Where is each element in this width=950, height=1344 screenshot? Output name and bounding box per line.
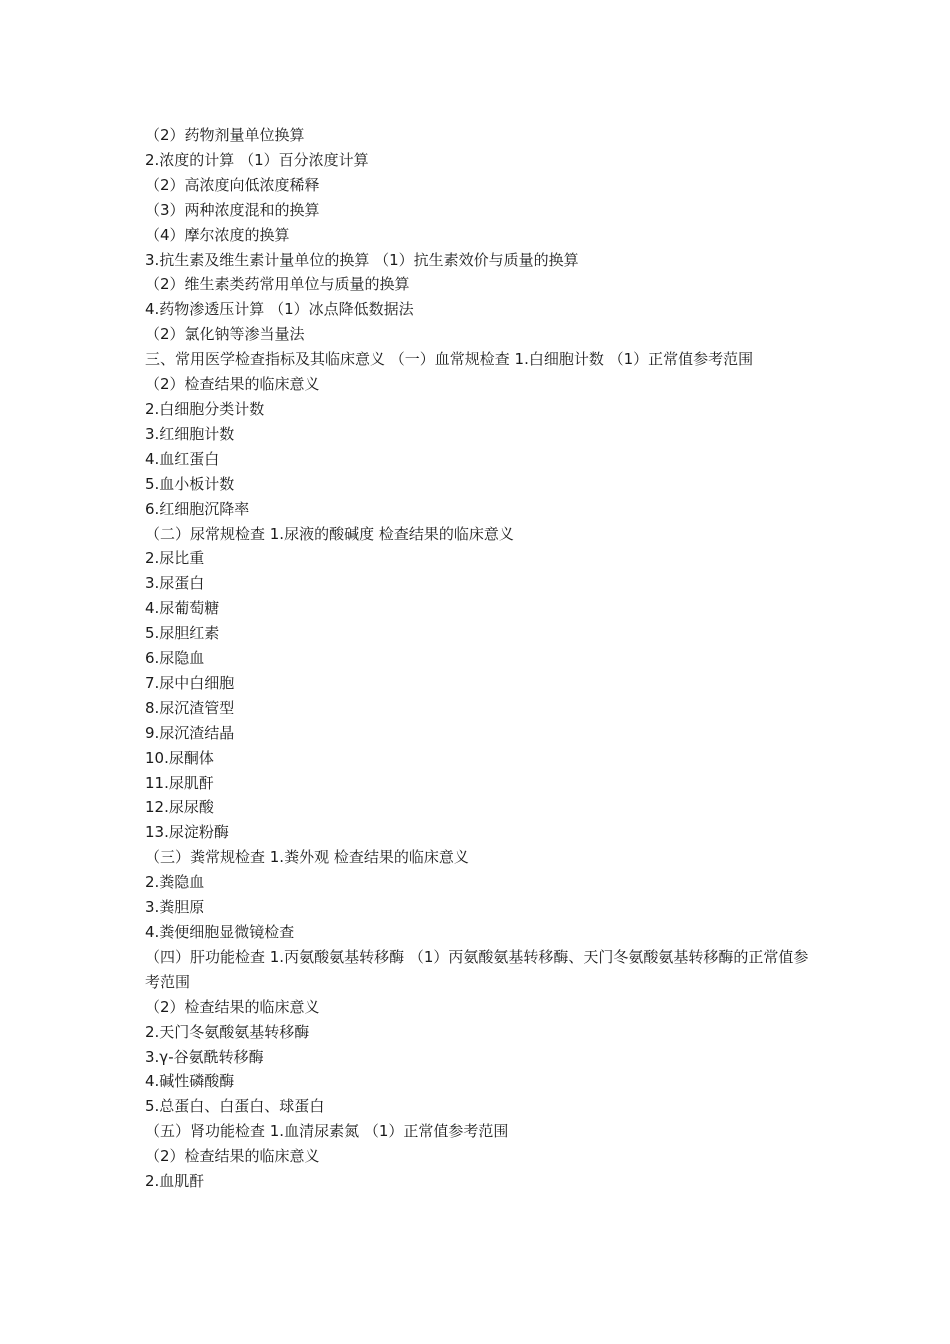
text-line: 13.尿淀粉酶 (145, 823, 229, 842)
text-line: 3.γ-谷氨酰转移酶 (145, 1047, 264, 1066)
subsection-line: （四）肝功能检查 1.丙氨酸氨基转移酶 （1）丙氨酸氨基转移酶、天门冬氨酸氨基转移酶的正常值参考范围 (145, 947, 809, 991)
text-line: 2.浓度的计算 （1）百分浓度计算 (145, 150, 369, 169)
subsection-line: （二）尿常规检查 1.尿液的酸碱度 检查结果的临床意义 (145, 524, 514, 543)
text-line: （2）检查结果的临床意义 (145, 1147, 320, 1166)
text-line: 11.尿肌酐 (145, 773, 214, 792)
text-line: （2）氯化钠等渗当量法 (145, 325, 305, 344)
text-line: 2.天门冬氨酸氨基转移酶 (145, 1022, 310, 1041)
text-line: 3.尿蛋白 (145, 574, 205, 593)
text-line: 12.尿尿酸 (145, 798, 214, 817)
text-line: 6.红细胞沉降率 (145, 499, 250, 518)
text-line: 3.抗生素及维生素计量单位的换算 （1）抗生素效价与质量的换算 (145, 250, 579, 269)
text-line: 5.尿胆红素 (145, 624, 220, 643)
text-line: （3）两种浓度混和的换算 (145, 200, 320, 219)
text-line: （2）检查结果的临床意义 (145, 997, 320, 1016)
text-line: 8.尿沉渣管型 (145, 698, 235, 717)
text-line: 9.尿沉渣结晶 (145, 723, 235, 742)
text-line: 3.粪胆原 (145, 898, 205, 917)
text-line: （2）检查结果的临床意义 (145, 375, 320, 394)
text-line: 5.血小板计数 (145, 474, 235, 493)
text-line: 4.碱性磷酸酶 (145, 1072, 235, 1091)
text-line: 4.粪便细胞显微镜检查 (145, 923, 295, 941)
text-line: 7.尿中白细胞 (145, 673, 235, 692)
text-line: 10.尿酮体 (145, 748, 214, 767)
text-line: （4）摩尔浓度的换算 (145, 225, 290, 244)
document-body (145, 123, 810, 1194)
subsection-line: （三）粪常规检查 1.粪外观 检查结果的临床意义 (145, 848, 469, 867)
text-line: 5.总蛋白、白蛋白、球蛋白 (145, 1097, 325, 1116)
text-line: 4.药物渗透压计算 （1）冰点降低数据法 (145, 300, 414, 319)
text-line: 3.红细胞计数 (145, 424, 235, 443)
section-heading-line: 三、常用医学检查指标及其临床意义 （一）血常规检查 1.白细胞计数 （1）正常值参考范围 (145, 350, 754, 369)
text-line: 4.血红蛋白 (145, 449, 220, 468)
subsection-line: （五）肾功能检查 1.血清尿素氮 （1）正常值参考范围 (145, 1122, 509, 1141)
text-line: 2.尿比重 (145, 549, 205, 568)
text-line: 4.尿葡萄糖 (145, 599, 220, 618)
text-line: （2）高浓度向低浓度稀释 (145, 175, 320, 194)
text-line: 6.尿隐血 (145, 649, 205, 668)
text-line: （2）药物剂量单位换算 (145, 126, 305, 144)
text-line: 2.血肌酐 (145, 1172, 205, 1191)
text-line: 2.粪隐血 (145, 873, 205, 892)
text-line: 2.白细胞分类计数 (145, 399, 265, 418)
text-line: （2）维生素类药常用单位与质量的换算 (145, 275, 410, 294)
